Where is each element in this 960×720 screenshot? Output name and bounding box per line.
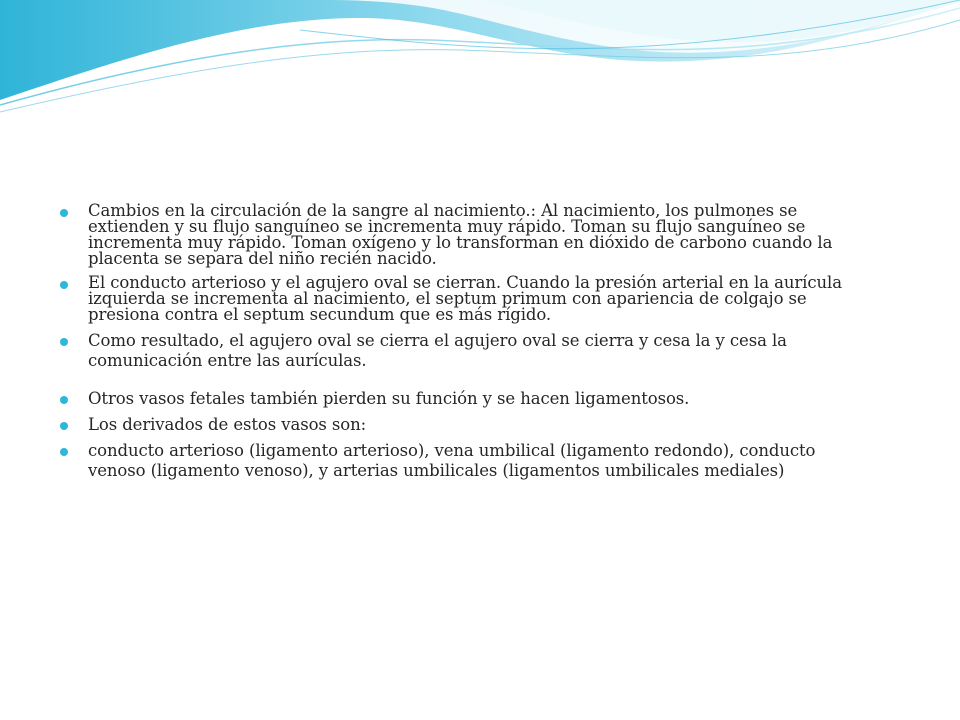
bullet-icon xyxy=(60,396,68,404)
bullet-icon xyxy=(60,281,68,289)
bullet-item xyxy=(60,415,860,435)
bullet-list xyxy=(60,203,860,481)
bullet-text: Los derivados de estos vasos son: xyxy=(88,415,367,434)
bullet-icon xyxy=(60,448,68,456)
bullet-text: Cambios en la circulación de la sangre al nacimiento.: Al nacimiento, los pulmones se extienden y su flujo sanguíneo se incrementa muy rápido. Toman su flujo sanguíneo se incrementa muy rápido. Toman oxígeno y lo transforman en dióxido de carbono cuando la placenta se separa del niño recién nacido. xyxy=(88,201,833,268)
bullet-icon xyxy=(60,338,68,346)
bullet-icon xyxy=(60,209,68,217)
bullet-item xyxy=(60,389,860,409)
bullet-item xyxy=(60,441,860,481)
bullet-text: Como resultado, el agujero oval se cierra el agujero oval se cierra y cesa la y cesa la comunicación entre las aurículas. xyxy=(88,331,787,370)
bullet-icon xyxy=(60,422,68,430)
bullet-item xyxy=(60,275,860,323)
bullet-item xyxy=(60,331,860,371)
bullet-text: Otros vasos fetales también pierden su función y se hacen ligamentosos. xyxy=(88,389,690,408)
bullet-item xyxy=(60,203,860,267)
bullet-text: El conducto arterioso y el agujero oval se cierran. Cuando la presión arterial en la aurícula izquierda se incrementa al nacimiento, el septum primum con apariencia de colgajo se presiona contra el septum secundum que es más rígido. xyxy=(88,273,842,324)
content-body xyxy=(60,203,860,481)
header-wave-decoration xyxy=(0,0,960,130)
bullet-text: conducto arterioso (ligamento arterioso), vena umbilical (ligamento redondo), conducto venoso (ligamento venoso), y arterias umbilicales (ligamentos umbilicales mediales) xyxy=(88,441,816,480)
